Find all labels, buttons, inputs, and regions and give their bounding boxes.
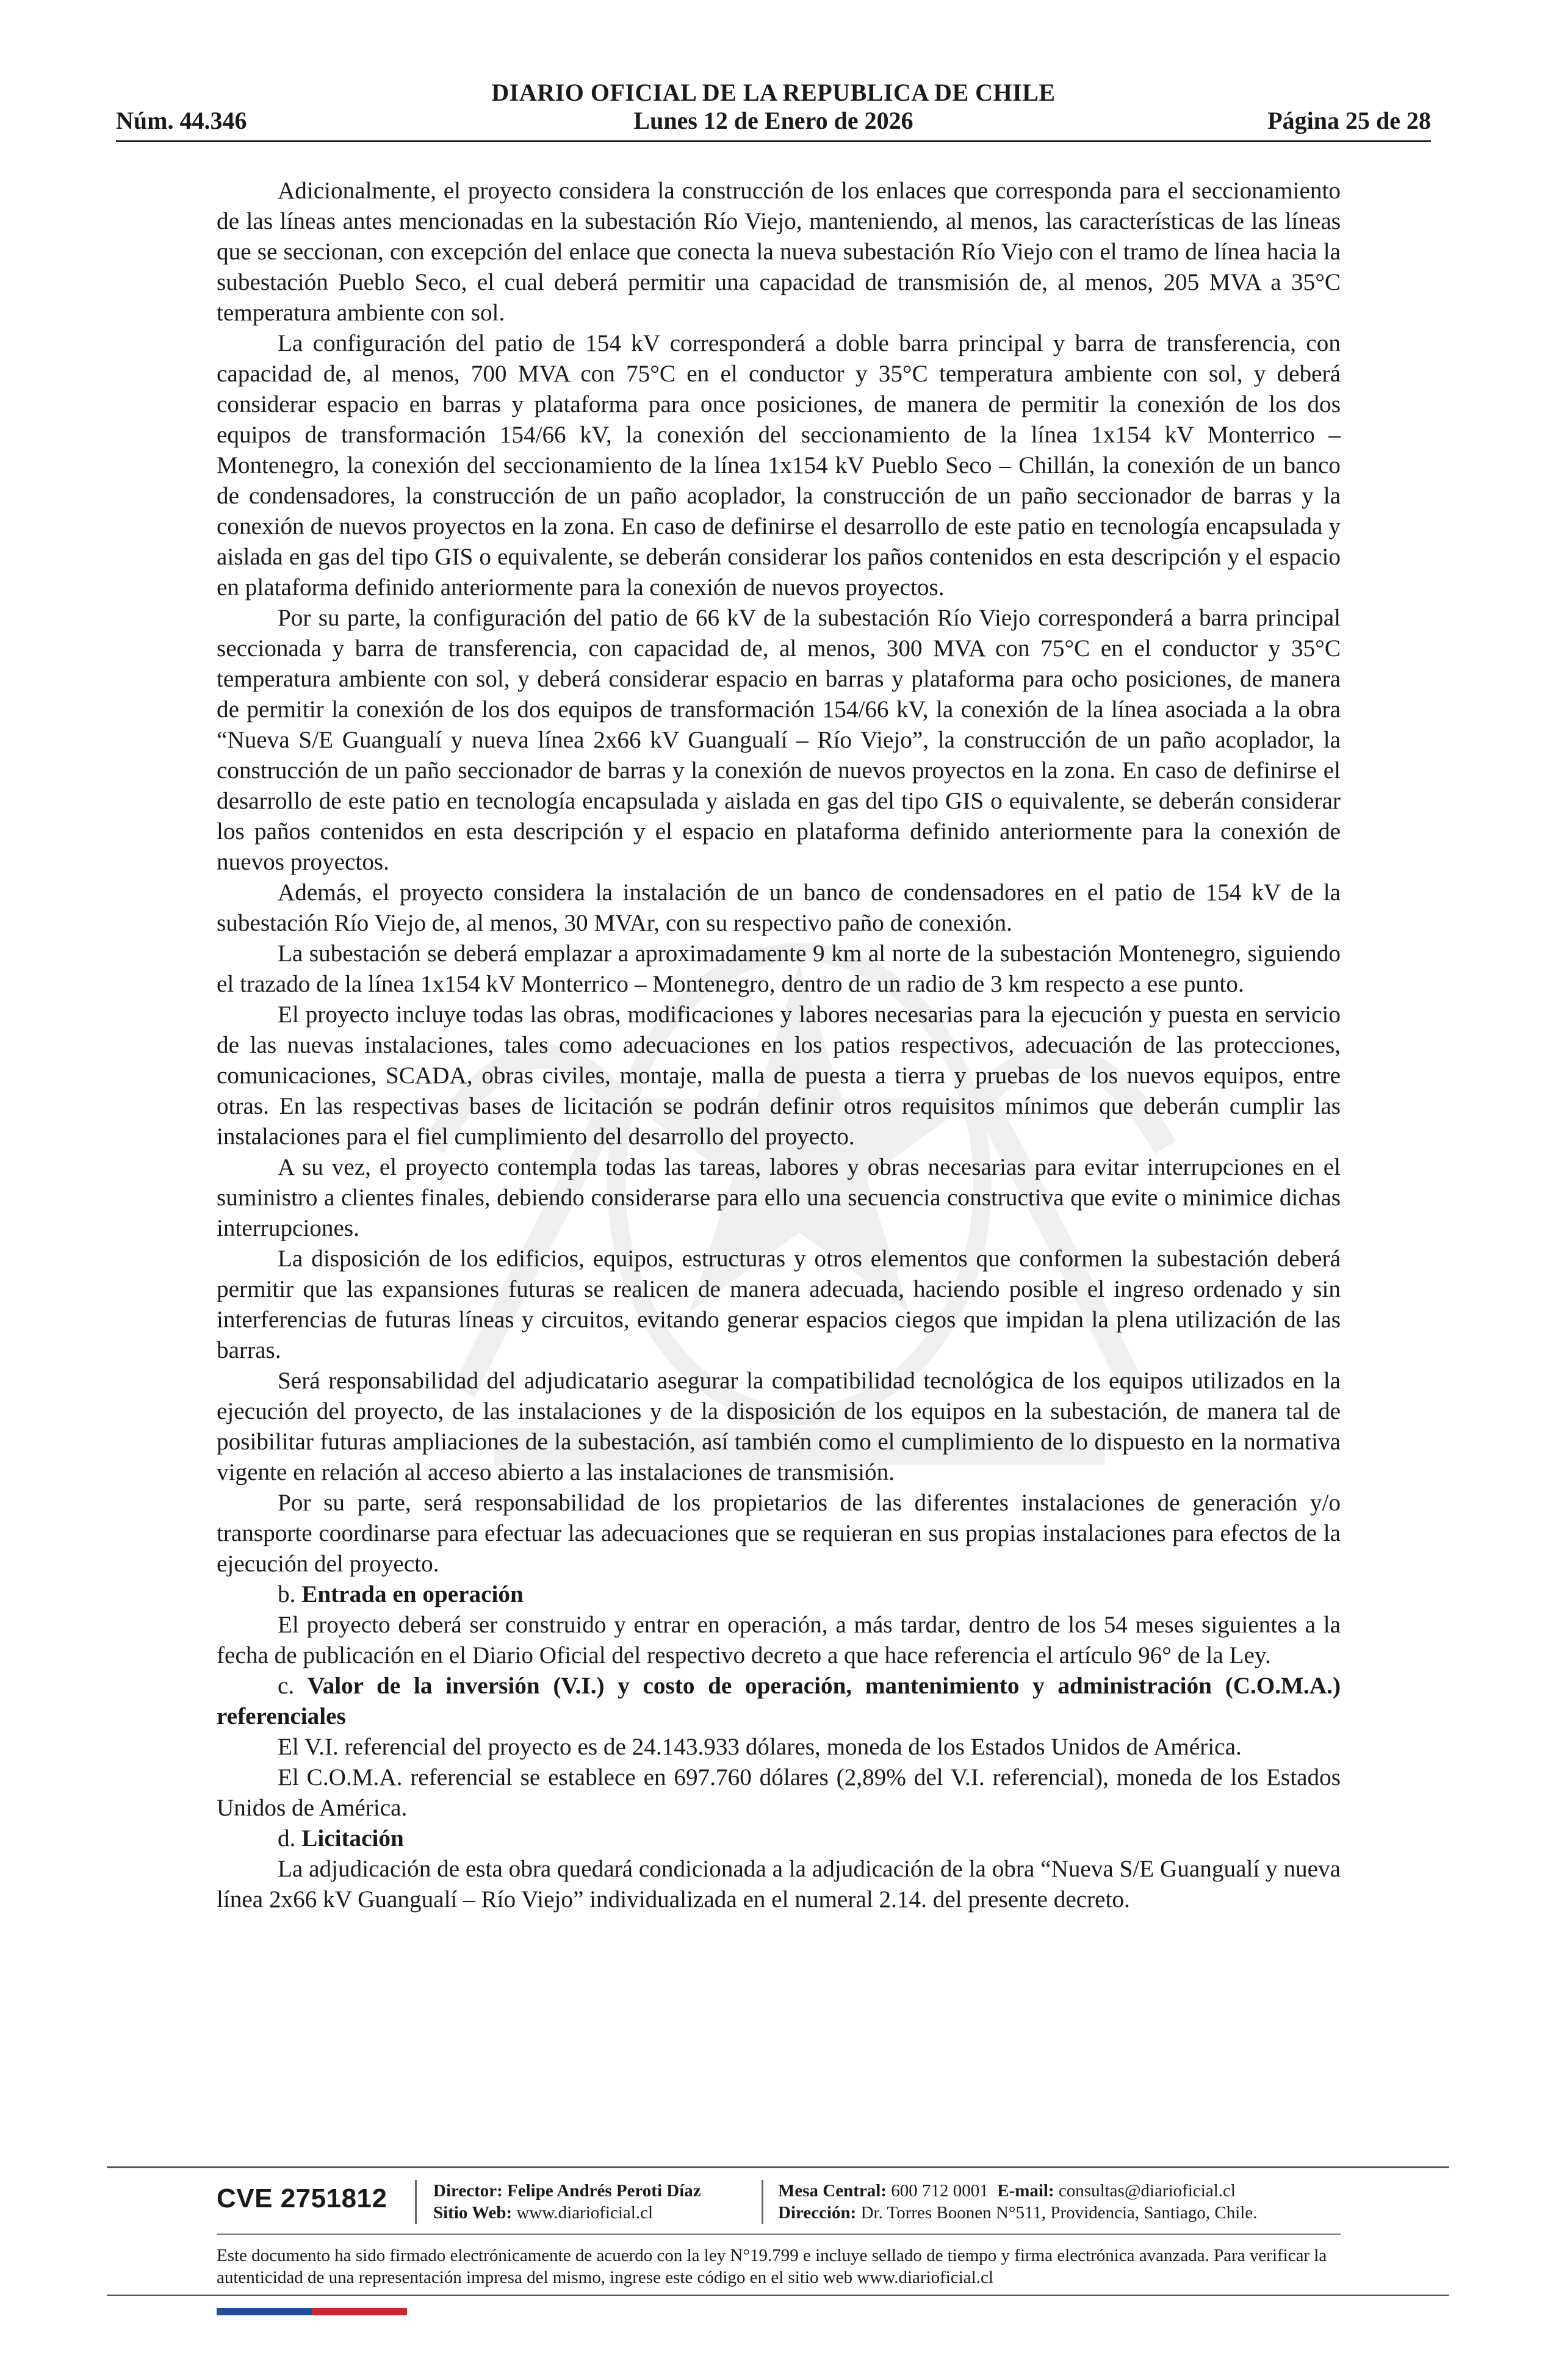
body-paragraph: La disposición de los edificios, equipos, estructuras y otros elementos que conformen la subestación deberá permitir que las expansiones futuras se realicen de manera adecuada, haciendo posible el ingreso ordenado y sin interferencias de futuras líneas y circuitos, evitando generar espacios ciegos que impidan la plena utilización de las barras. bbox=[217, 1246, 1341, 1363]
section-title: Entrada en operación bbox=[301, 1581, 524, 1607]
cve-code: CVE 2751812 bbox=[217, 2183, 387, 2213]
phone-number: 600 712 0001 bbox=[891, 2181, 989, 2201]
page-number: Página 25 de 28 bbox=[1267, 107, 1431, 134]
body-paragraph: A su vez, el proyecto contempla todas las tareas, labores y obras necesarias para evitar interrupciones en el suministro a clientes finales, debiendo considerarse para ello una secuencia constructiva que evite o minimice dichas interrupciones. bbox=[217, 1154, 1341, 1241]
footer-divider-bottom bbox=[107, 2295, 1449, 2296]
section-title: Licitación bbox=[301, 1825, 404, 1852]
section-heading-c bbox=[217, 1671, 1341, 1732]
section-c-text-1: El V.I. referencial del proyecto es de 24.143.933 dólares, moneda de los Estados Unidos de América. bbox=[278, 1734, 1242, 1760]
footer-divider-top bbox=[107, 2166, 1449, 2168]
issue-number: Núm. 44.346 bbox=[116, 107, 247, 134]
document-body bbox=[217, 176, 1341, 1915]
footer-separator bbox=[415, 2180, 417, 2224]
footer-divider-mid bbox=[217, 2234, 1341, 2235]
body-paragraph: Además, el proyecto considera la instalación de un banco de condensadores en el patio de 154 kV de la subestación Río Viejo de, al menos, 30 MVAr, con su respectivo paño de conexión. bbox=[217, 879, 1341, 936]
section-letter: b. bbox=[278, 1581, 296, 1607]
body-paragraph: El proyecto incluye todas las obras, modificaciones y labores necesarias para la ejecución y puesta en servicio de las nuevas instalaciones, tales como adecuaciones en los patios respectivos, adecuación de las protecciones, comunicaciones, SCADA, obras civiles, montaje, malla de puesta a tierra y pruebas de los nuevos equipos, entre otras. En las respectivas bases de licitación se podrán definir otros requisitos mínimos que deberán cumplir las instalaciones para el fiel cumplimiento del desarrollo del proyecto. bbox=[217, 1001, 1341, 1150]
section-c-text-2: El C.O.M.A. referencial se establece en 697.760 dólares (2,89% del V.I. referencial), moneda de los Estados Unidos de América. bbox=[217, 1764, 1341, 1821]
section-letter: c. bbox=[278, 1673, 295, 1699]
body-paragraph: Por su parte, la configuración del patio de 66 kV de la subestación Río Viejo corresponderá a barra principal seccionada y barra de transferencia, con capacidad de, al menos, 300 MVA con 75°C en el conductor y 35°C temperatura ambiente con sol, y deberá considerar espacio en barras y plataforma para ocho posiciones, de manera de permitir la conexión de los dos equipos de transformación 154/66 kV, la conexión de la línea asociada a la obra “Nueva S/E Guangualí y nueva línea 2x66 kV Guangualí – Río Viejo”, la construcción de un paño acoplador, la construcción de un paño seccionador de barras y la conexión de nuevos proyectos en la zona. En caso de definirse el desarrollo de este patio en tecnología encapsulada y aislada en gas del tipo GIS o equivalente, se deberán considerar los paños contenidos en esta descripción y el espacio en plataforma definido anteriormente para la conexión de nuevos proyectos. bbox=[217, 605, 1341, 875]
email-link[interactable]: consultas@diarioficial.cl bbox=[1058, 2181, 1236, 2201]
section-d-text: La adjudicación de esta obra quedará condicionada a la adjudicación de la obra “Nueva S/E Guangualí y nueva línea 2x66 kV Guangualí – Río Viejo” individualizada en el numeral 2.14. del presente decreto. bbox=[217, 1856, 1341, 1913]
section-heading-b bbox=[217, 1579, 1341, 1610]
chile-flag-bar bbox=[217, 2308, 407, 2315]
body-paragraph: La subestación se deberá emplazar a aproximadamente 9 km al norte de la subestación Montenegro, siguiendo el trazado de la línea 1x154 kV Monterrico – Montenegro, dentro de un radio de 3 km respecto a ese punto. bbox=[217, 940, 1341, 997]
signature-notice: Este documento ha sido firmado electrónicamente de acuerdo con la ley N°19.799 e incluye sellado de tiempo y firma electrónica avanzada. Para verificar la autenticidad de una representación impresa del mismo, ingrese este código en el sitio web www.diarioficial.cl bbox=[217, 2246, 1327, 2287]
address-text: Dr. Torres Boonen N°511, Providencia, Santiago, Chile. bbox=[860, 2203, 1258, 2223]
address-label: Dirección: bbox=[778, 2203, 857, 2223]
section-heading-d bbox=[217, 1823, 1341, 1854]
footer-director-block bbox=[433, 2180, 701, 2224]
section-title: Valor de la inversión (V.I.) y costo de operación, mantenimiento y administración (C.O.M.A.) referenciales bbox=[217, 1673, 1341, 1729]
phone-label: Mesa Central: bbox=[778, 2181, 887, 2201]
section-letter: d. bbox=[278, 1825, 296, 1852]
email-label: E-mail: bbox=[997, 2181, 1054, 2201]
page-header bbox=[116, 72, 1431, 139]
section-b-text: El proyecto deberá ser construido y entrar en operación, a más tardar, dentro de los 54 meses siguientes a la fecha de publicación en el Diario Oficial del respectivo decreto a que hace referencia el artículo 96° de la Ley. bbox=[217, 1612, 1341, 1668]
director-name: Felipe Andrés Peroti Díaz bbox=[507, 2181, 701, 2201]
body-paragraph: La configuración del patio de 154 kV corresponderá a doble barra principal y barra de transferencia, con capacidad de, al menos, 700 MVA con 75°C en el conductor y 35°C temperatura ambiente con sol, y deberá considerar espacio en barras y plataforma para once posiciones, de manera de permitir la conexión de los dos equipos de transformación 154/66 kV, la conexión del seccionamiento de la línea 1x154 kV Monterrico – Montenegro, la conexión del seccionamiento de la línea 1x154 kV Pueblo Seco – Chillán, la conexión de un banco de condensadores, la construcción de un paño acoplador, la construcción de un paño seccionador de barras y la conexión de nuevos proyectos en la zona. En caso de definirse el desarrollo de este patio en tecnología encapsulada y aislada en gas del tipo GIS o equivalente, se deberán considerar los paños contenidos en esta descripción y el espacio en plataforma definido anteriormente para la conexión de nuevos proyectos. bbox=[217, 330, 1341, 600]
body-paragraph: Adicionalmente, el proyecto considera la construcción de los enlaces que corresponda para el seccionamiento de las líneas antes mencionadas en la subestación Río Viejo, manteniendo, al menos, las características de las líneas que se seccionan, con excepción del enlace que conecta la nueva subestación Río Viejo con el tramo de línea hacia la subestación Pueblo Seco, el cual deberá permitir una capacidad de transmisión de, al menos, 205 MVA a 35°C temperatura ambiente con sol. bbox=[217, 178, 1341, 326]
website-label: Sitio Web: bbox=[433, 2203, 513, 2223]
flag-red-segment bbox=[312, 2308, 407, 2315]
newspaper-title: DIARIO OFICIAL DE LA REPUBLICA DE CHILE bbox=[491, 79, 1056, 106]
issue-date: Lunes 12 de Enero de 2026 bbox=[633, 107, 913, 134]
header-divider bbox=[116, 140, 1431, 142]
website-link[interactable]: www.diarioficial.cl bbox=[516, 2203, 654, 2223]
flag-blue-segment bbox=[217, 2308, 312, 2315]
body-paragraph: Será responsabilidad del adjudicatario asegurar la compatibilidad tecnológica de los equipos utilizados en la ejecución del proyecto, de las instalaciones y de la disposición de los equipos en la subestación, de manera tal de posibilitar futuras ampliaciones de la subestación, así también como el cumplimiento de lo dispuesto en la normativa vigente en relación al acceso abierto a las instalaciones de transmisión. bbox=[217, 1368, 1341, 1485]
body-paragraph: Por su parte, será responsabilidad de los propietarios de las diferentes instalaciones de generación y/o transporte coordinarse para efectuar las adecuaciones que se requieran en sus propias instalaciones para efectos de la ejecución del proyecto. bbox=[217, 1490, 1341, 1577]
footer-separator bbox=[762, 2180, 763, 2224]
footer-contact-block bbox=[778, 2180, 1257, 2224]
director-label: Director: bbox=[433, 2181, 503, 2201]
